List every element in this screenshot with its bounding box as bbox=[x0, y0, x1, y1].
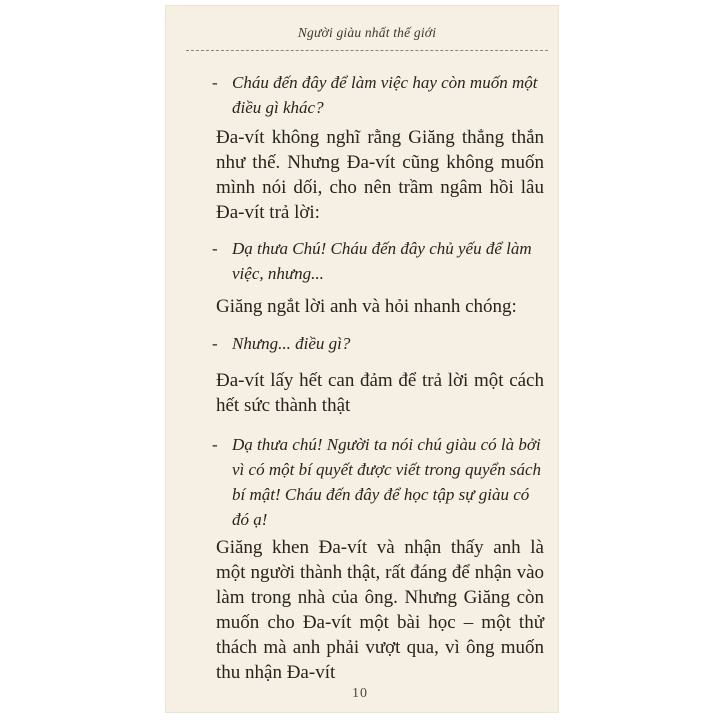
dialogue-text: Dạ thưa Chú! Cháu đến đây chủ yếu để làm việc, nhưng... bbox=[232, 239, 532, 283]
running-header bbox=[186, 24, 548, 51]
page-number: 10 bbox=[352, 686, 368, 701]
dialogue-dash: - bbox=[212, 239, 218, 258]
dialogue-line bbox=[212, 236, 544, 286]
dialogue-text: Dạ thưa chú! Người ta nói chú giàu có là bởi vì có một bí quyết được viết trong quyển sách bí mật! Cháu đến đây để học tập sự giàu có đó ạ! bbox=[232, 435, 541, 529]
dialogue-dash: - bbox=[212, 73, 218, 92]
dialogue-dash: - bbox=[212, 435, 218, 454]
running-title: Người giàu nhất thế giới bbox=[297, 25, 437, 40]
dialogue-line bbox=[212, 331, 544, 356]
paragraph: Đa-vít lấy hết can đảm để trả lời một cách hết sức thành thật bbox=[216, 370, 544, 416]
dialogue-text: Cháu đến đây để làm việc hay còn muốn một điều gì khác? bbox=[232, 73, 538, 117]
paragraph: Giăng ngắt lời anh và hỏi nhanh chóng: bbox=[216, 296, 517, 317]
dialogue-text: Nhưng... điều gì? bbox=[232, 334, 351, 353]
paragraph: Giăng khen Đa-vít và nhận thấy anh là một người thành thật, rất đáng để nhận vào làm trong nhà của ông. Nhưng Giăng còn muốn cho Đa-vít một bài học – một thử thách mà anh phải vượt qua, vì ông muốn thu nhận Đa-vít bbox=[216, 537, 544, 683]
paragraph: Đa-vít không nghĩ rằng Giăng thẳng thắn như thế. Nhưng Đa-vít cũng không muốn mình nói dối, cho nên trầm ngâm hồi lâu Đa-vít trả lời: bbox=[216, 127, 544, 223]
dialogue-line bbox=[212, 70, 544, 120]
dialogue-dash: - bbox=[212, 334, 218, 353]
dialogue-line bbox=[212, 432, 544, 532]
